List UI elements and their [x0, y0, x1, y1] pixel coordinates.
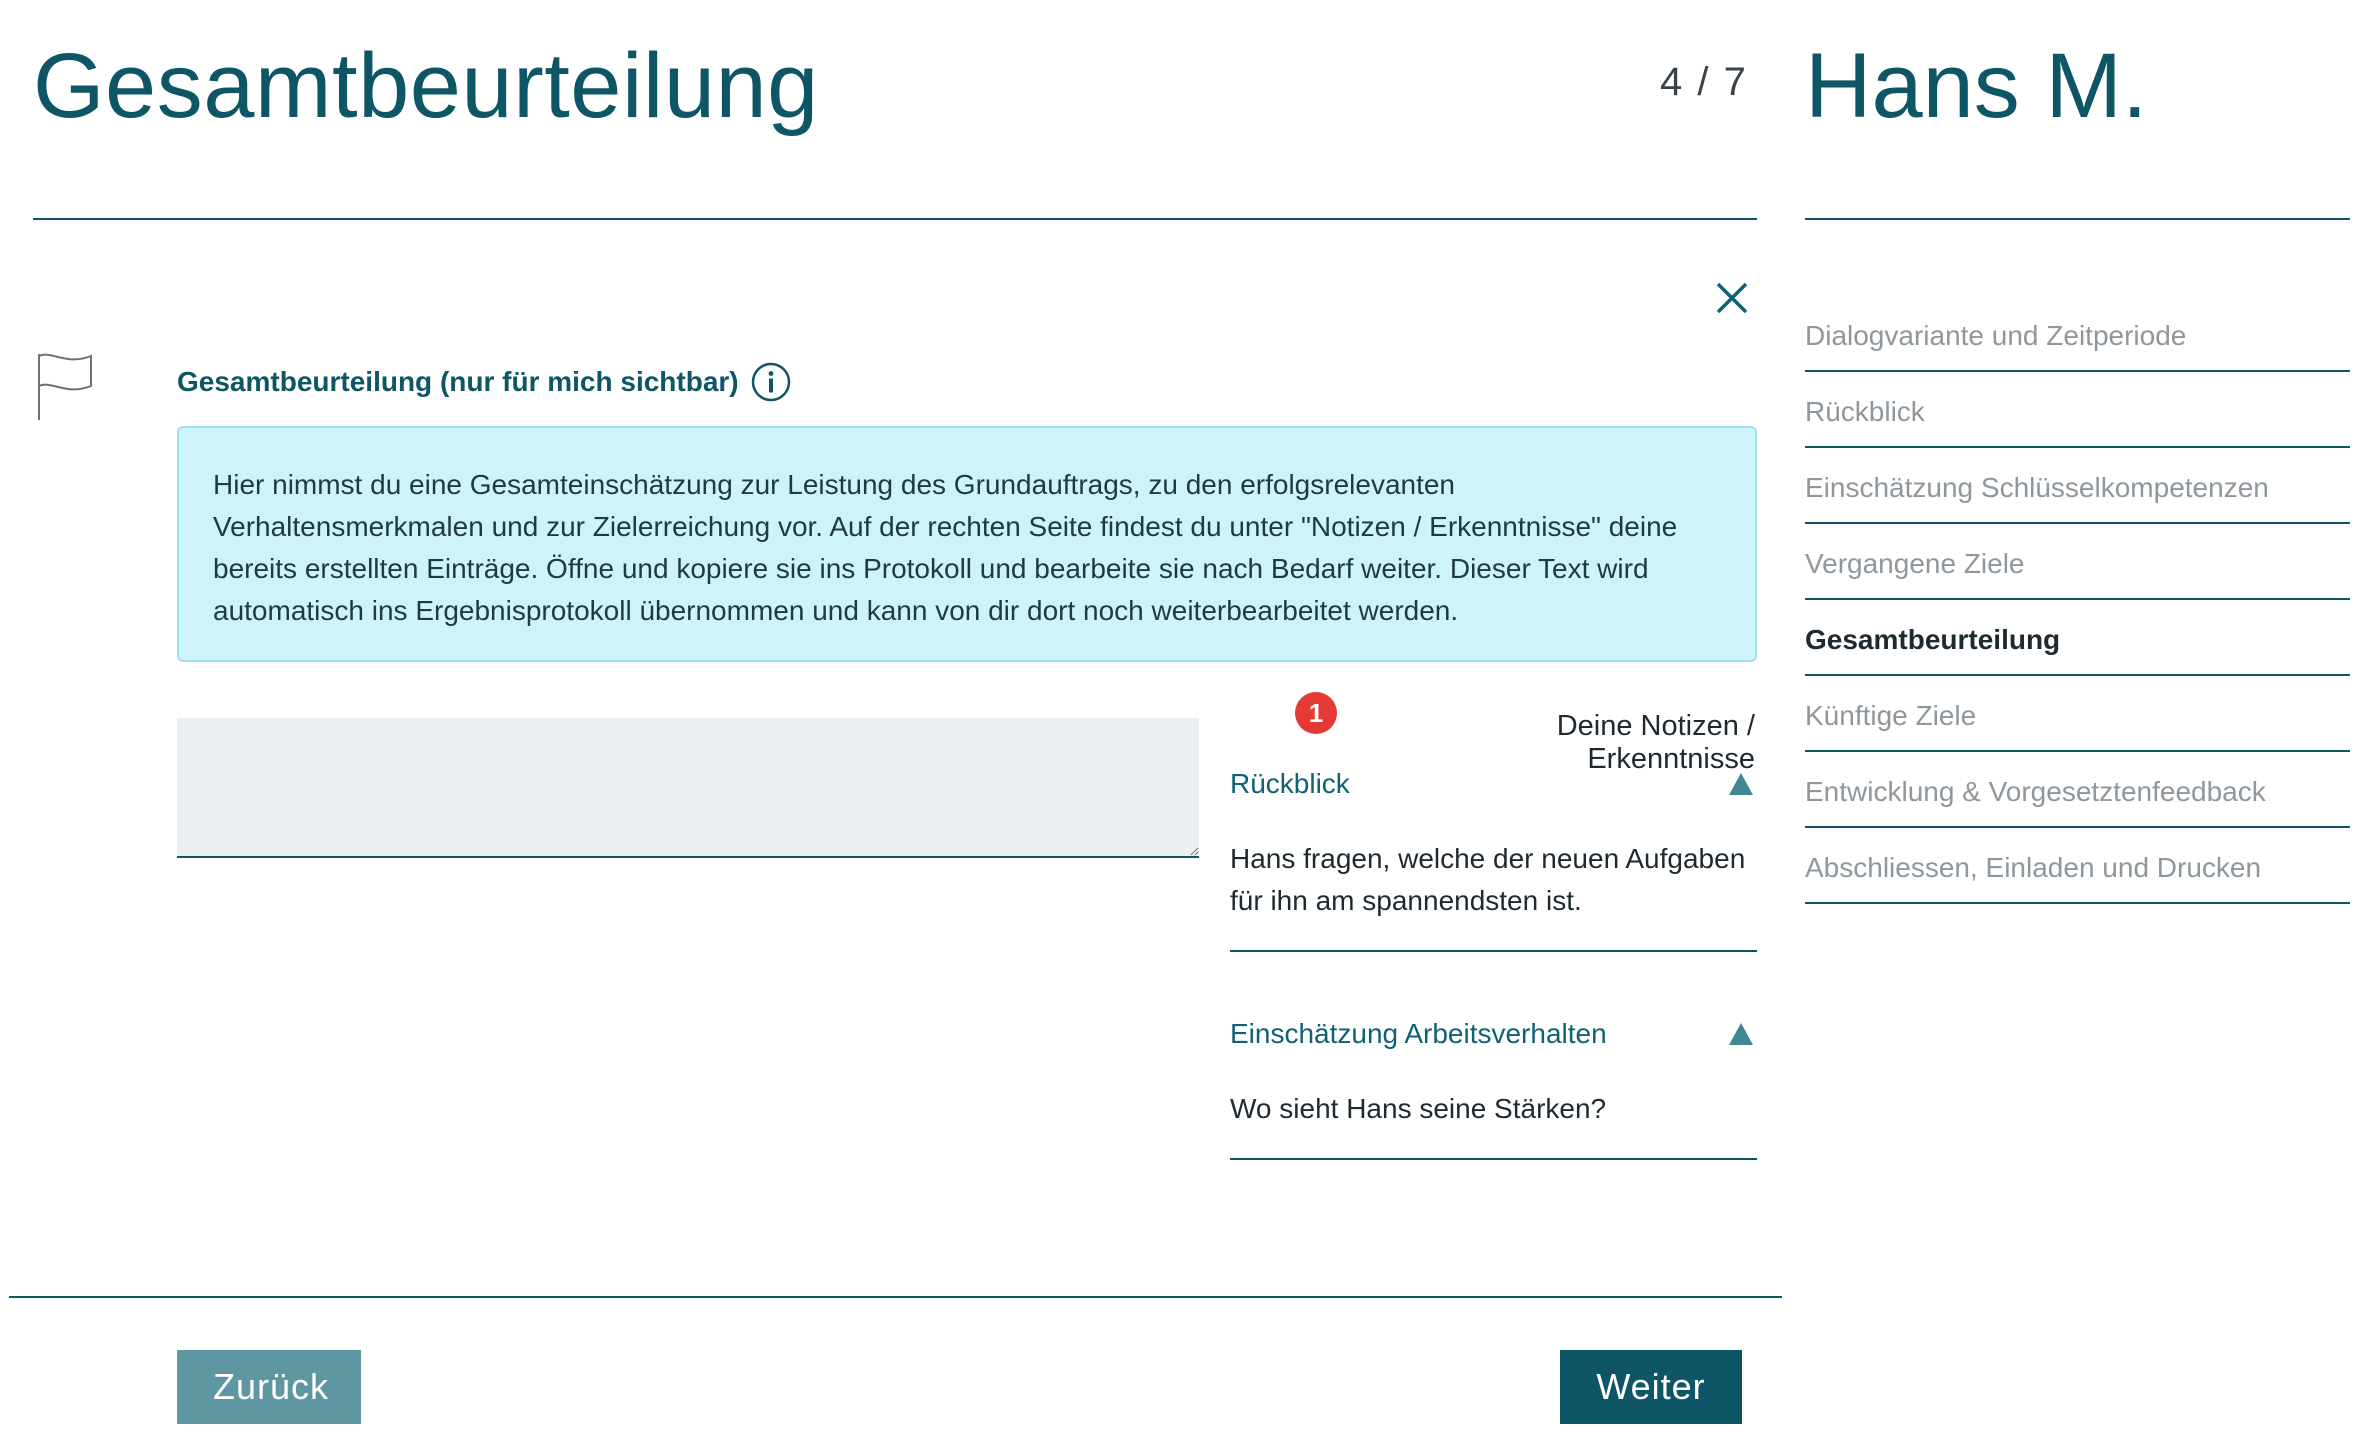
user-name: Hans M. — [1805, 35, 2148, 137]
note-header[interactable] — [1230, 768, 1757, 800]
info-box: Hier nimmst du eine Gesamteinschätzung zur Leistung des Grundauftrags, zu den erfolgsrelevanten Verhaltensmerkmalen und zur Zielerreichung vor. Auf der rechten Seite findest du unter "Notizen / Erkenntnisse" deine bereits erstellten Einträge. Öffne und kopiere sie ins Protokoll und bearbeite sie nach Bedarf weiter. Dieser Text wird automatisch ins Ergebnisprotokoll übernommen und kann von dir dort noch weiterbearbeitet werden. — [177, 426, 1757, 662]
collapse-arrow-icon[interactable] — [1729, 1023, 1753, 1045]
header-divider — [33, 218, 1757, 220]
section-label-text: Gesamtbeurteilung (nur für mich sichtbar) — [177, 366, 739, 397]
note-title: Rückblick — [1230, 768, 1350, 799]
footer-divider — [9, 1296, 1782, 1298]
close-icon — [1712, 278, 1752, 318]
note-item — [1230, 768, 1757, 952]
nav-item-rueckblick[interactable]: Rückblick — [1805, 372, 2350, 448]
nav-header-divider — [1805, 218, 2350, 220]
nav-item-entwicklung[interactable]: Entwicklung & Vorgesetztenfeedback — [1805, 752, 2350, 828]
note-title: Einschätzung Arbeitsverhalten — [1230, 1018, 1607, 1049]
collapse-arrow-icon[interactable] — [1729, 773, 1753, 795]
back-button[interactable]: Zurück — [177, 1350, 361, 1424]
close-button[interactable] — [1712, 278, 1752, 318]
info-icon[interactable] — [751, 362, 791, 402]
notes-title: Deine Notizen / Erkenntnisse — [1556, 710, 1755, 775]
nav-item-dialogvariante[interactable]: Dialogvariante und Zeitperiode — [1805, 296, 2350, 372]
page-title: Gesamtbeurteilung — [33, 35, 819, 137]
flag-icon — [36, 352, 94, 422]
assessment-textarea[interactable] — [177, 718, 1199, 858]
notes-count-badge: 1 — [1295, 692, 1337, 734]
note-text: Wo sieht Hans seine Stärken? — [1230, 1093, 1607, 1124]
nav-item-abschliessen[interactable]: Abschliessen, Einladen und Drucken — [1805, 828, 2350, 904]
section-label — [177, 362, 791, 402]
nav-item-gesamtbeurteilung[interactable]: Gesamtbeurteilung — [1805, 600, 2350, 676]
note-header[interactable] — [1230, 1018, 1757, 1050]
note-text: Hans fragen, welche der neuen Aufgaben für ihn am spannendsten ist. — [1230, 843, 1746, 916]
note-item — [1230, 1018, 1757, 1160]
step-counter: 4 / 7 — [1660, 60, 1748, 104]
nav-item-vergangene-ziele[interactable]: Vergangene Ziele — [1805, 524, 2350, 600]
nav-item-kuenftige-ziele[interactable]: Künftige Ziele — [1805, 676, 2350, 752]
next-button[interactable]: Weiter — [1560, 1350, 1742, 1424]
nav-item-schluesselkompetenzen[interactable]: Einschätzung Schlüsselkompetenzen — [1805, 448, 2350, 524]
step-navigation — [1805, 296, 2350, 904]
